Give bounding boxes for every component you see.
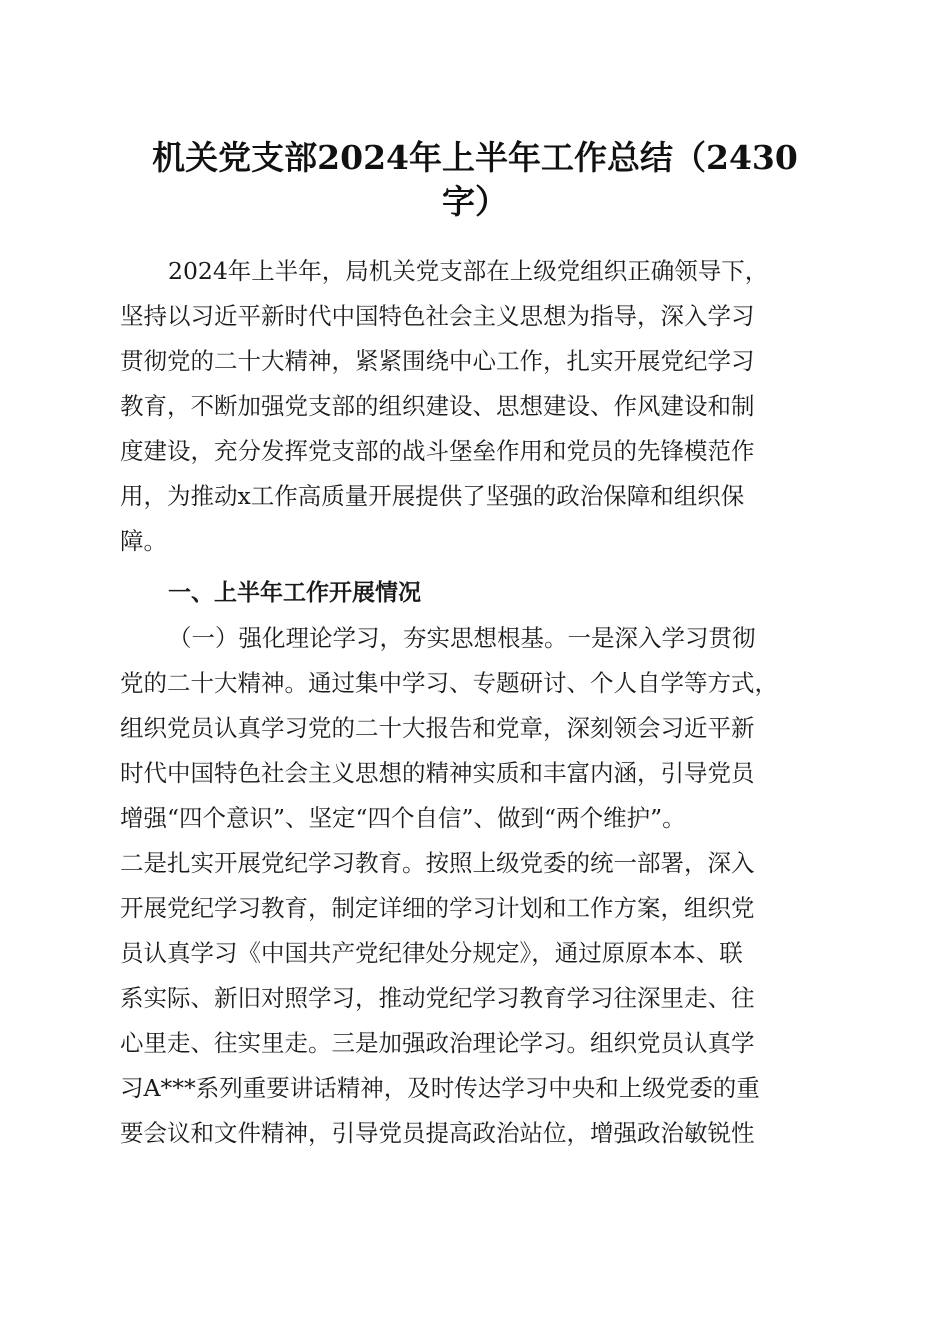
section-line: 组织党员认真学习党的二十大报告和党章，深刻领会习近平新	[120, 714, 755, 742]
intro-line: 教育，不断加强党支部的组织建设、思想建设、作风建设和制	[120, 392, 755, 420]
title-line-1: 机关党支部2024年上半年工作总结（2430	[152, 138, 798, 177]
document-title	[118, 136, 832, 224]
section-line: （一）强化理论学习，夯实思想根基。一是深入学习贯彻	[168, 624, 756, 652]
intro-line: 坚持以习近平新时代中国特色社会主义思想为指导，深入学习	[120, 302, 755, 330]
section-line: 心里走、往实里走。三是加强政治理论学习。组织党员认真学	[120, 1029, 755, 1057]
document-body	[120, 249, 832, 1156]
intro-line: 度建设，充分发挥党支部的战斗堡垒作用和党员的先锋模范作	[120, 437, 755, 465]
section-line: 习A***系列重要讲话精神，及时传达学习中央和上级党委的重	[120, 1074, 760, 1102]
section-line: 时代中国特色社会主义思想的精神实质和丰富内涵，引导党员	[120, 759, 755, 787]
section-line: 系实际、新旧对照学习，推动党纪学习教育学习往深里走、往	[120, 984, 755, 1012]
title-line-2: 字）	[442, 182, 508, 221]
section-line: 员认真学习《中国共产党纪律处分规定》，通过原原本本、联	[120, 939, 743, 967]
section-line: 增强“四个意识”、坚定“四个自信”、做到“两个维护”。	[120, 804, 686, 832]
section-line: 开展党纪学习教育，制定详细的学习计划和工作方案，组织党	[120, 894, 755, 922]
section-line: 要会议和文件精神，引导党员提高政治站位，增强政治敏锐性	[120, 1119, 755, 1147]
intro-line: 贯彻党的二十大精神，紧紧围绕中心工作，扎实开展党纪学习	[120, 347, 755, 375]
intro-line: 2024年上半年，局机关党支部在上级党组织正确领导下，	[168, 257, 769, 285]
section-heading: 一、上半年工作开展情况	[168, 580, 421, 606]
section-line: 二是扎实开展党纪学习教育。按照上级党委的统一部署，深入	[120, 849, 755, 877]
intro-line: 障。	[120, 527, 167, 555]
section-line: 党的二十大精神。通过集中学习、专题研讨、个人自学等方式，	[120, 669, 778, 697]
intro-line: 用，为推动x工作高质量开展提供了坚强的政治保障和组织保	[120, 482, 745, 510]
